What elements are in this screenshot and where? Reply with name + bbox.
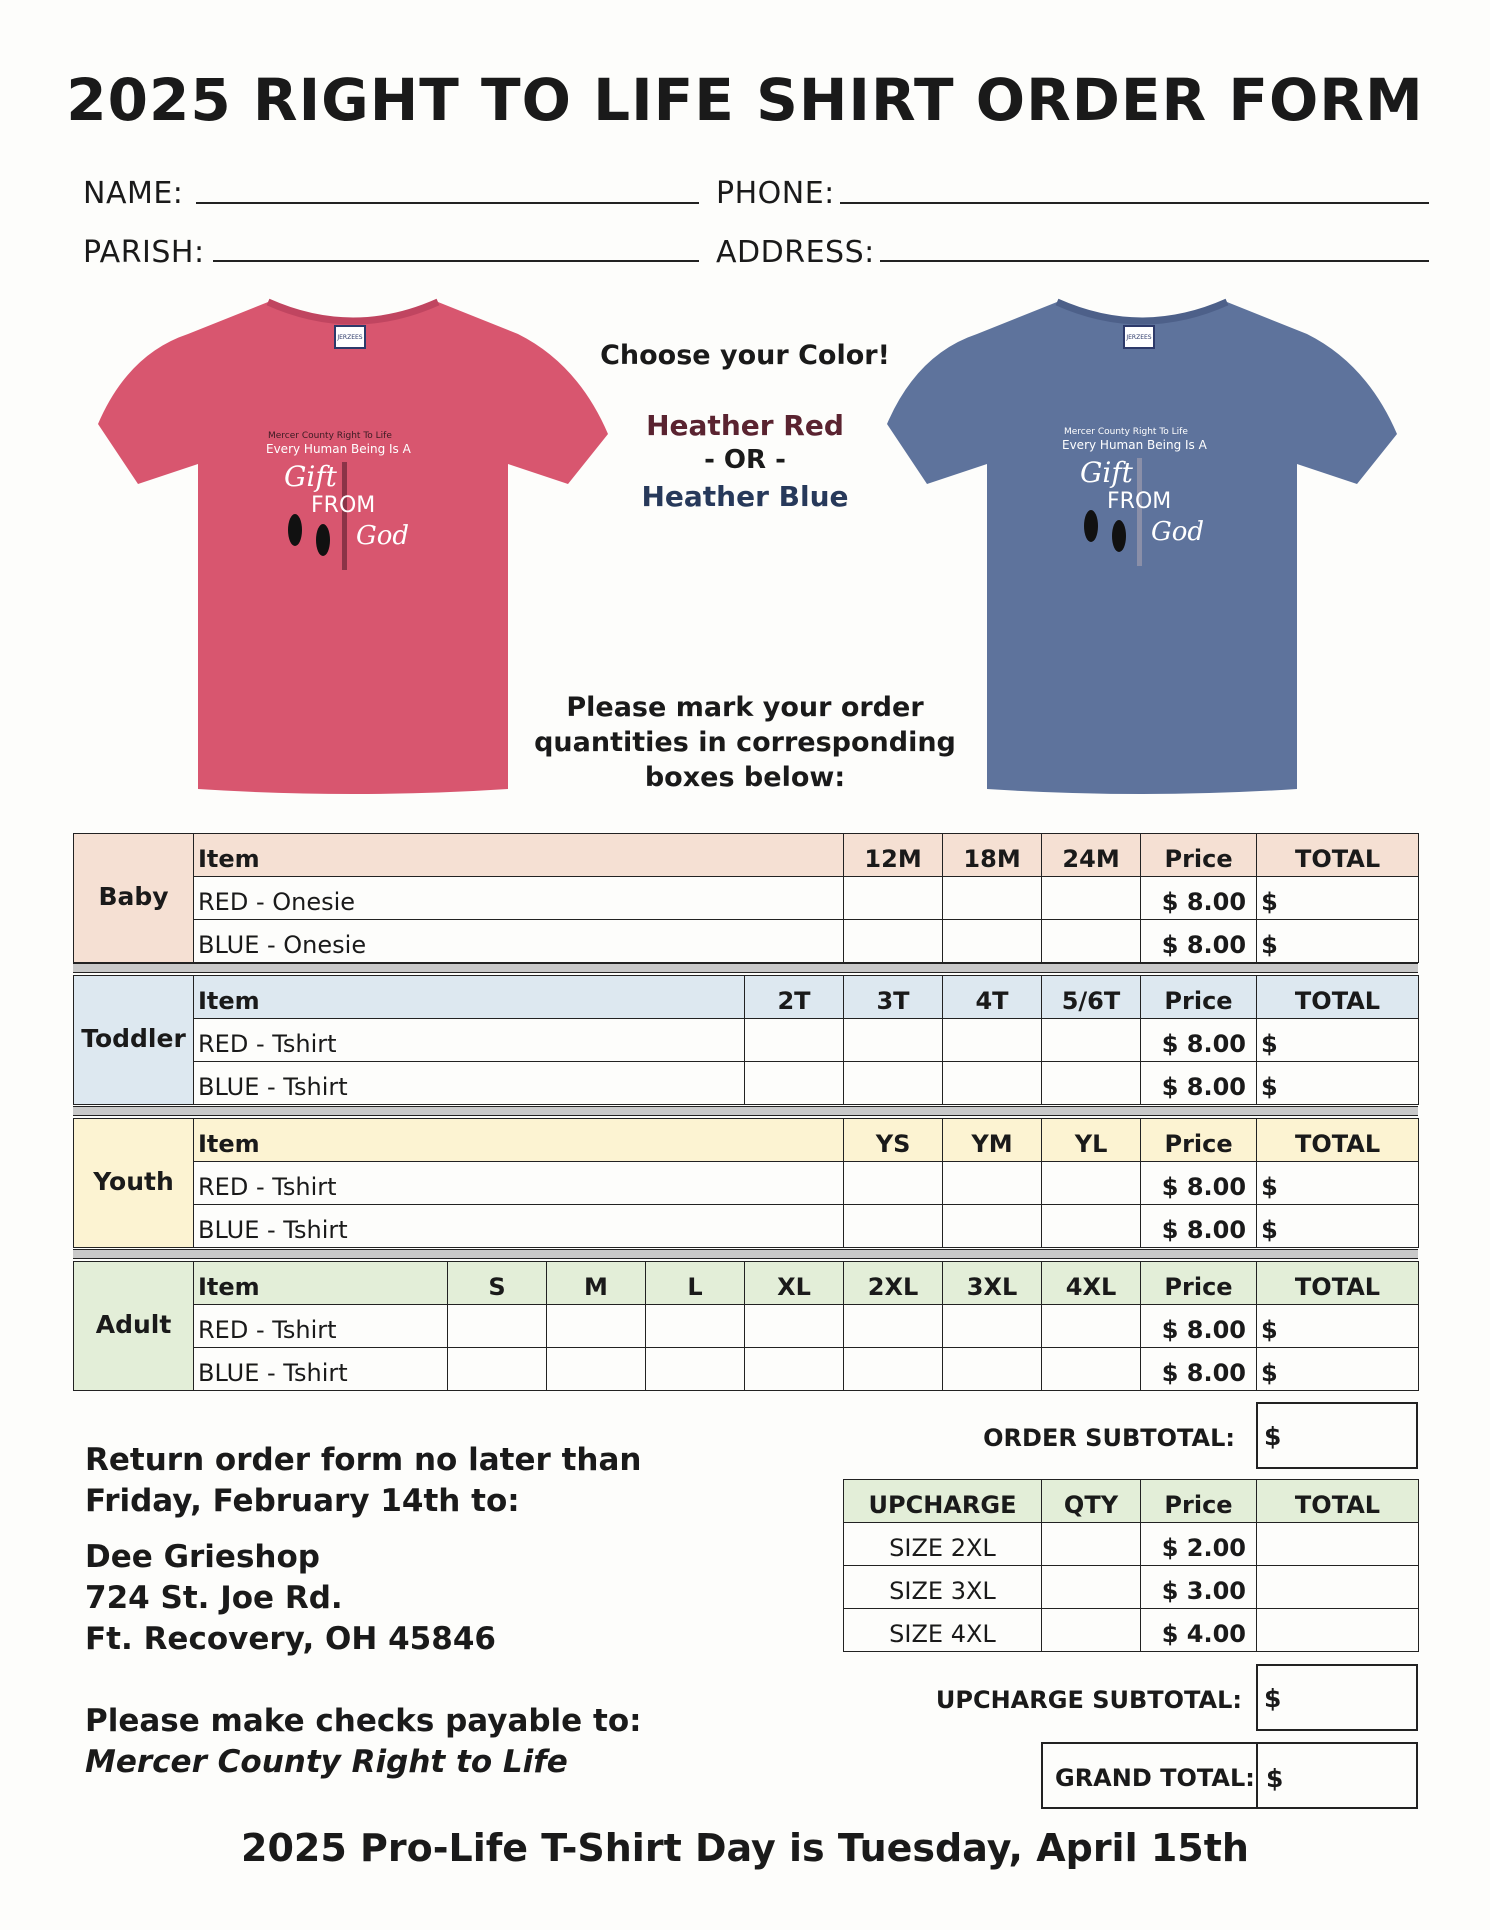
blue-shirt-line2: Every Human Being Is A: [1062, 438, 1207, 452]
adult-row-name: BLUE - Tshirt: [194, 1348, 448, 1391]
qty-cell[interactable]: [943, 1205, 1042, 1248]
upcharge-qty-cell[interactable]: [1042, 1523, 1141, 1566]
blue-shirt-god: God: [1151, 517, 1205, 547]
youth-size-header: YL: [1042, 1119, 1141, 1162]
adult-size-header: M: [547, 1262, 646, 1305]
upcharge-subtotal-field[interactable]: $: [1256, 1664, 1418, 1731]
baby-category: Baby: [74, 834, 194, 963]
upcharge-size: SIZE 4XL: [844, 1609, 1042, 1652]
red-shirt-line2: Every Human Being Is A: [266, 442, 411, 456]
blue-shirt-from: FROM: [1107, 489, 1172, 514]
qty-cell[interactable]: [844, 1305, 943, 1348]
qty-cell[interactable]: [844, 920, 943, 963]
baby-table: [73, 833, 1419, 963]
phone-field[interactable]: [840, 202, 1429, 204]
return-street: 724 St. Joe Rd.: [85, 1580, 343, 1616]
toddler-size-header: 2T: [745, 976, 844, 1019]
toddler-row-price: $ 8.00: [1141, 1062, 1257, 1105]
payee-name: Mercer County Right to Life: [85, 1744, 568, 1780]
upcharge-price: $ 2.00: [1141, 1523, 1257, 1566]
qty-cell[interactable]: [844, 1019, 943, 1062]
heather-blue-label: Heather Blue: [641, 480, 849, 513]
parish-field[interactable]: [213, 260, 699, 262]
toddler-row-name: BLUE - Tshirt: [194, 1062, 745, 1105]
grand-total-box: [1041, 1742, 1418, 1809]
footer-banner: 2025 Pro-Life T-Shirt Day is Tuesday, April 15th: [241, 1826, 1249, 1870]
youth-row-total[interactable]: $: [1257, 1162, 1419, 1205]
baby-row-price: $ 8.00: [1141, 920, 1257, 963]
toddler-category: Toddler: [74, 976, 194, 1105]
return-name: Dee Grieshop: [85, 1539, 320, 1575]
address-field[interactable]: [880, 260, 1429, 262]
adult-size-header: S: [448, 1262, 547, 1305]
qty-cell[interactable]: [1042, 877, 1141, 920]
upcharge-total-cell[interactable]: [1257, 1566, 1419, 1609]
upcharge-size: SIZE 3XL: [844, 1566, 1042, 1609]
qty-cell[interactable]: [844, 1205, 943, 1248]
baby-total-header: TOTAL: [1257, 834, 1419, 877]
adult-row-price: $ 8.00: [1141, 1305, 1257, 1348]
baby-row-total[interactable]: $: [1257, 920, 1419, 963]
qty-cell[interactable]: [1042, 1019, 1141, 1062]
toddler-item-header: Item: [194, 976, 745, 1019]
blue-shirt-gift: Gift: [1080, 456, 1133, 489]
section-divider: [73, 963, 1418, 973]
youth-item-header: Item: [194, 1119, 844, 1162]
toddler-row-price: $ 8.00: [1141, 1019, 1257, 1062]
heather-red-label: Heather Red: [646, 409, 844, 442]
adult-category: Adult: [74, 1262, 194, 1391]
baby-row-name: BLUE - Onesie: [194, 920, 844, 963]
baby-item-header: Item: [194, 834, 844, 877]
youth-row-price: $ 8.00: [1141, 1162, 1257, 1205]
return-city: Ft. Recovery, OH 45846: [85, 1621, 496, 1657]
toddler-size-header: 5/6T: [1042, 976, 1141, 1019]
phone-label: PHONE:: [716, 176, 835, 211]
qty-cell[interactable]: [943, 1348, 1042, 1391]
adult-price-header: Price: [1141, 1262, 1257, 1305]
youth-row-name: BLUE - Tshirt: [194, 1205, 844, 1248]
upcharge-total-cell[interactable]: [1257, 1609, 1419, 1652]
qty-cell[interactable]: [745, 1348, 844, 1391]
qty-cell[interactable]: [844, 1348, 943, 1391]
return-address: [85, 1537, 496, 1660]
qty-cell[interactable]: [646, 1305, 745, 1348]
youth-size-header: YM: [943, 1119, 1042, 1162]
form-title: 2025 RIGHT TO LIFE SHIRT ORDER FORM: [66, 66, 1424, 134]
toddler-row-total[interactable]: $: [1257, 1019, 1419, 1062]
upcharge-price: $ 4.00: [1141, 1609, 1257, 1652]
baby-row-price: $ 8.00: [1141, 877, 1257, 920]
payment-info: [85, 1701, 642, 1783]
red-shirt-tag-text: JERZEES: [337, 334, 363, 341]
adult-row-total[interactable]: $: [1257, 1348, 1419, 1391]
qty-cell[interactable]: [448, 1305, 547, 1348]
section-divider: [73, 1106, 1418, 1116]
red-shirt-from: FROM: [311, 493, 376, 518]
youth-price-header: Price: [1141, 1119, 1257, 1162]
qty-cell[interactable]: [943, 877, 1042, 920]
qty-cell[interactable]: [745, 1062, 844, 1105]
blue-shirt-tag-text: JERZEES: [1126, 334, 1152, 341]
qty-cell[interactable]: [943, 1305, 1042, 1348]
adult-item-header: Item: [194, 1262, 448, 1305]
baby-size-header: 12M: [844, 834, 943, 877]
toddler-size-header: 3T: [844, 976, 943, 1019]
qty-cell[interactable]: [844, 1062, 943, 1105]
toddler-table: [73, 975, 1419, 1105]
upcharge-price: $ 3.00: [1141, 1566, 1257, 1609]
qty-cell[interactable]: [745, 1019, 844, 1062]
upcharge-price-header: Price: [1141, 1480, 1257, 1523]
upcharge-subtotal-label: UPCHARGE SUBTOTAL:: [935, 1686, 1242, 1714]
adult-size-header: XL: [745, 1262, 844, 1305]
baby-size-header: 24M: [1042, 834, 1141, 877]
qty-cell[interactable]: [943, 1019, 1042, 1062]
toddler-row-name: RED - Tshirt: [194, 1019, 745, 1062]
qty-cell[interactable]: [844, 1162, 943, 1205]
order-subtotal-label: ORDER SUBTOTAL:: [983, 1424, 1235, 1452]
name-label: NAME:: [83, 176, 184, 211]
order-subtotal-field[interactable]: $: [1256, 1402, 1418, 1469]
qty-cell[interactable]: [745, 1305, 844, 1348]
order-instructions: [520, 690, 970, 795]
upcharge-total-cell[interactable]: [1257, 1523, 1419, 1566]
qty-cell[interactable]: [1042, 1062, 1141, 1105]
checks-payable-label: Please make checks payable to:: [85, 1703, 642, 1739]
youth-table: [73, 1118, 1419, 1248]
red-shirt-org-line: Mercer County Right To Life: [268, 431, 392, 441]
red-shirt-god: God: [356, 521, 410, 551]
adult-size-header: 3XL: [943, 1262, 1042, 1305]
grand-total-field[interactable]: $: [1266, 1764, 1284, 1793]
qty-cell[interactable]: [943, 920, 1042, 963]
upcharge-size: SIZE 2XL: [844, 1523, 1042, 1566]
qty-cell[interactable]: [1042, 1305, 1141, 1348]
qty-cell[interactable]: [547, 1348, 646, 1391]
youth-size-header: YS: [844, 1119, 943, 1162]
qty-cell[interactable]: [1042, 920, 1141, 963]
upcharge-table: [843, 1479, 1419, 1652]
adult-size-header: 4XL: [1042, 1262, 1141, 1305]
qty-cell[interactable]: [547, 1305, 646, 1348]
youth-total-header: TOTAL: [1257, 1119, 1419, 1162]
section-divider: [73, 1249, 1418, 1259]
adult-size-header: L: [646, 1262, 745, 1305]
return-deadline: [85, 1440, 642, 1522]
toddler-price-header: Price: [1141, 976, 1257, 1019]
toddler-size-header: 4T: [943, 976, 1042, 1019]
blue-shirt-footprint-right: [1112, 520, 1126, 552]
or-label: - OR -: [704, 445, 786, 475]
toddler-row-total[interactable]: $: [1257, 1062, 1419, 1105]
qty-cell[interactable]: [1042, 1162, 1141, 1205]
upcharge-header: UPCHARGE: [844, 1480, 1042, 1523]
return-line-2: Friday, February 14th to:: [85, 1483, 520, 1519]
adult-row-total[interactable]: $: [1257, 1305, 1419, 1348]
upcharge-total-header: TOTAL: [1257, 1480, 1419, 1523]
upcharge-qty-cell[interactable]: [1042, 1609, 1141, 1652]
instructions-line-3: boxes below:: [644, 762, 846, 793]
adult-size-header: 2XL: [844, 1262, 943, 1305]
blue-shirt-footprint-left: [1084, 510, 1098, 542]
baby-price-header: Price: [1141, 834, 1257, 877]
instructions-line-2: quantities in corresponding: [534, 727, 956, 758]
qty-cell[interactable]: [1042, 1348, 1141, 1391]
adult-total-header: TOTAL: [1257, 1262, 1419, 1305]
adult-table: [73, 1261, 1419, 1391]
instructions-line-1: Please mark your order: [566, 692, 924, 723]
youth-row-price: $ 8.00: [1141, 1205, 1257, 1248]
qty-cell[interactable]: [1042, 1205, 1141, 1248]
youth-category: Youth: [74, 1119, 194, 1248]
grand-total-label: GRAND TOTAL:: [1043, 1744, 1258, 1807]
red-shirt-footprint-right: [316, 524, 330, 556]
baby-size-header: 18M: [943, 834, 1042, 877]
qty-cell[interactable]: [448, 1348, 547, 1391]
red-shirt-footprint-left: [288, 514, 302, 546]
upcharge-qty-header: QTY: [1042, 1480, 1141, 1523]
youth-row-total[interactable]: $: [1257, 1205, 1419, 1248]
upcharge-qty-cell[interactable]: [1042, 1566, 1141, 1609]
baby-row-total[interactable]: $: [1257, 877, 1419, 920]
qty-cell[interactable]: [844, 877, 943, 920]
qty-cell[interactable]: [943, 1062, 1042, 1105]
choose-color-heading: Choose your Color!: [600, 340, 890, 371]
address-label: ADDRESS:: [716, 235, 875, 270]
red-shirt-gift: Gift: [284, 460, 337, 493]
return-line-1: Return order form no later than: [85, 1442, 642, 1478]
qty-cell[interactable]: [943, 1162, 1042, 1205]
qty-cell[interactable]: [646, 1348, 745, 1391]
adult-row-price: $ 8.00: [1141, 1348, 1257, 1391]
toddler-total-header: TOTAL: [1257, 976, 1419, 1019]
adult-row-name: RED - Tshirt: [194, 1305, 448, 1348]
name-field[interactable]: [196, 202, 699, 204]
parish-label: PARISH:: [83, 235, 205, 270]
youth-row-name: RED - Tshirt: [194, 1162, 844, 1205]
baby-row-name: RED - Onesie: [194, 877, 844, 920]
blue-shirt-org-line: Mercer County Right To Life: [1064, 427, 1188, 437]
